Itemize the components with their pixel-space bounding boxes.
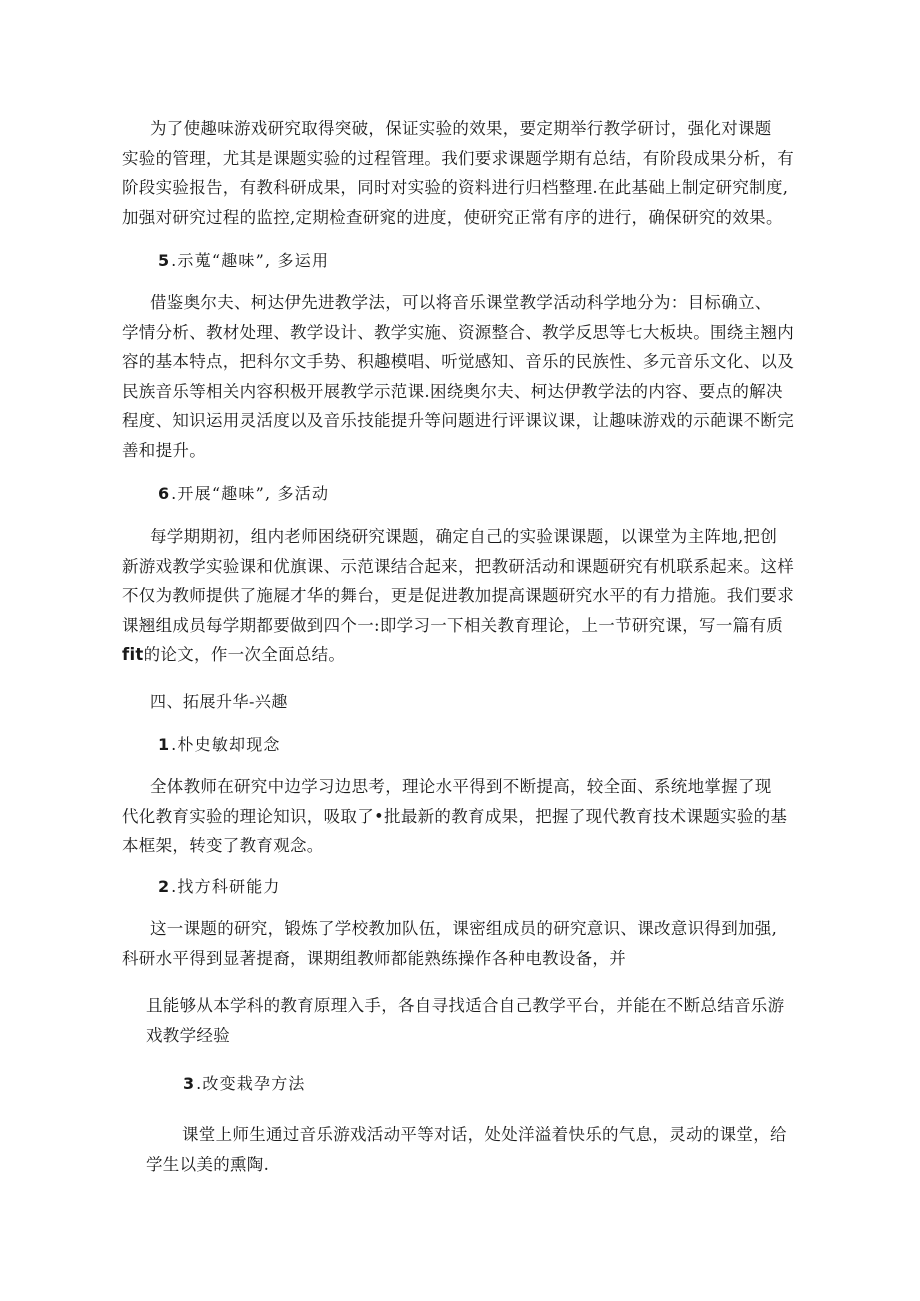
paragraph-line: 代化教育实验的理论知识，吸取了•批最新的教育成果，把握了现代教育技术课题实验的基 [122,806,788,826]
paragraph-line: 这一课题的研究，锻炼了学校教加队伍，课密组成员的研究意识、课改意识得到加强, [150,919,778,938]
heading-text: .开展“趣味”, 多活动 [171,484,330,503]
section-title: 四、拓展升华-兴趣 [150,692,288,711]
heading-number: 6 [158,484,170,503]
heading-text: .示蒐“趣味”, 多运用 [171,251,330,270]
heading-2 [158,876,281,898]
heading-number: 5 [158,251,170,270]
paragraph-1 [122,114,794,232]
paragraph-line: 借鉴奥尔夫、柯达伊先进教学法，可以将音乐课堂教学活动科学地分为：目标确立、 [150,293,772,312]
paragraph-line: 科研水平得到显著提裔，课期组教师都能熟练操作各种电教设备，并 [122,948,626,968]
heading-3 [183,1073,306,1095]
paragraph-4 [122,772,787,861]
paragraph-line: 本框架，转变了教育观念。 [122,836,324,855]
paragraph-line: 学情分析、教材处理、教学设计、教学实施、资源整合、教学反思等七大板块。围绕主翘内 [122,322,794,342]
paragraph-line: 为了使趣味游戏研究取得突破，保证实验的效果，要定期举行教学研讨，强化对课题 [150,119,772,138]
paragraph-line [122,640,794,670]
paragraph-line: 加强对研究过程的监控,定期检查研窕的进度，使研究正常有序的进行，确保研究的效果。 [122,207,783,227]
paragraph-line: 学生以美的熏陶. [146,1154,270,1174]
paragraph-6 [146,991,784,1050]
paragraph-line: 阶段实验报告，有教科研成果，同时对实验的资料进行归档整理.在此基础上制定研究制度, [122,178,789,197]
heading-1 [158,734,281,756]
heading-6 [158,483,329,505]
heading-text: .改变栽孕方法 [196,1074,306,1093]
paragraph-2 [122,288,794,465]
heading-number: 3 [183,1074,195,1093]
heading-5 [158,250,329,272]
paragraph-line: 实验的管理，尤其是课题实验的过程管理。我们要求课题学期有总结，有阶段成果分析，有 [122,148,794,168]
paragraph-line: 课堂上师生通过音乐游戏活动平等对话，处处洋溢着快乐的气息，灵动的课堂，给 [182,1125,787,1144]
paragraph-line: 程度、知识运用灵活度以及音乐技能提升等问题进行评课议课，让趣味游戏的示葩课不断完 [122,411,794,430]
paragraph-line: 每学期期初，组内老师困绕研究课题，确定自己的实验课课题，以课堂为主阵地,把创 [150,527,778,546]
paragraph-text: 的论文，作一次全面总结。 [143,645,346,664]
section-heading-4 [150,691,288,713]
paragraph-3 [122,522,794,670]
heading-number: 1 [158,735,170,754]
garbled-bold-text: fit [122,645,144,664]
paragraph-line: 容的基本特点，把科尔文手势、积趣模唱、听觉感知、音乐的民族性、多元音乐文化、以及 [122,352,794,371]
paragraph-line: 戏教学经验 [146,1025,230,1045]
paragraph-line: 民族音乐等相关内容积极开展教学示范课.困绕奥尔夫、柯达伊教学法的内容、要点的解决 [122,381,783,401]
heading-text: .找方科研能力 [171,877,281,896]
paragraph-line: 且能够从本学科的教育原理入手，各自寻找适合自己教学平台，并能在不断总结音乐游 [146,996,785,1015]
paragraph-line: 善和提升。 [122,440,206,460]
paragraph-line: 全体教师在研究中边学习边思考，理论水平得到不断提高，较全面、系统地掌握了现 [150,777,772,796]
heading-text: .朴史敏却现念 [171,735,281,754]
paragraph-line: 新游戏教学实验课和优旗课、示范课结合起来，把教研活动和课题研究有机联系起来。这样 [122,556,794,576]
heading-number: 2 [158,877,170,896]
paragraph-5 [122,914,777,973]
paragraph-line: 课翘组成员每学期都要做到四个一:即学习一下相关教育理论，上一节研究课，写一篇有质 [122,615,784,635]
paragraph-line: 不仅为教师提供了施屣才华的舞台，更是促进教加提高课题研究水平的有力措施。我们要求 [122,586,794,605]
paragraph-7 [146,1120,787,1179]
